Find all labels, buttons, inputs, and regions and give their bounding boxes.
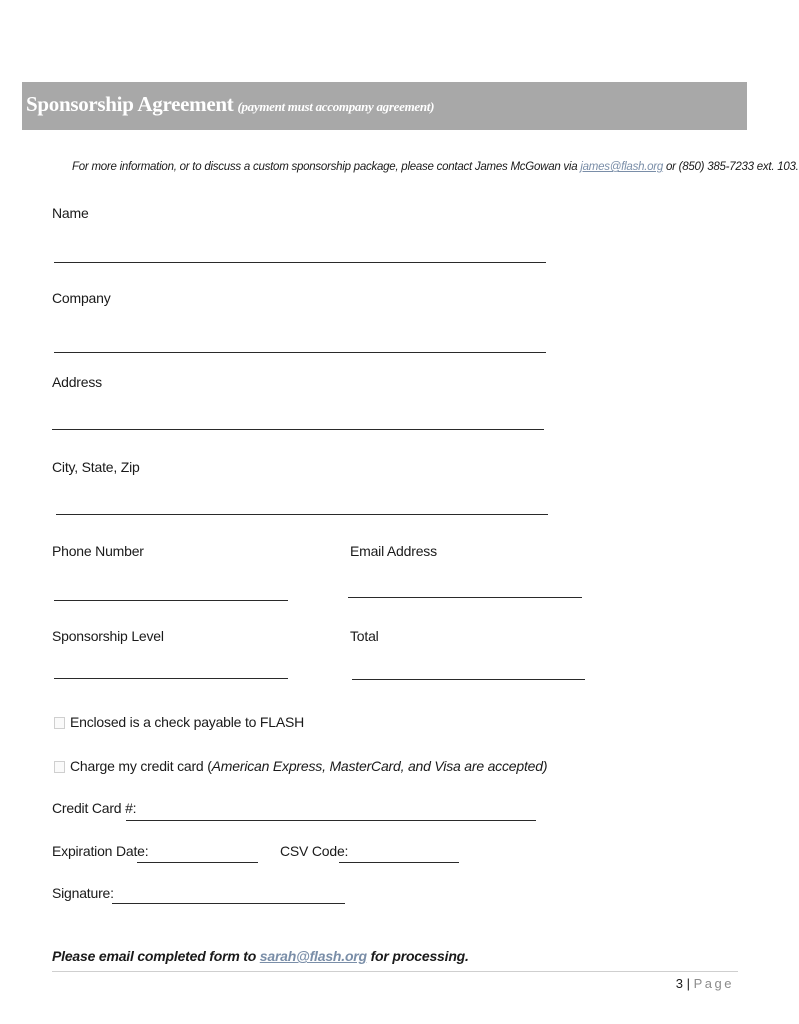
page-number-value: 3 (675, 976, 683, 991)
credit-card-number-label: Credit Card #: (52, 800, 137, 816)
page-title (26, 92, 434, 117)
title-subtitle: (payment must accompany agreement) (237, 99, 435, 114)
city-state-zip-label: City, State, Zip (52, 459, 140, 475)
company-label: Company (52, 290, 111, 306)
credit-card-checkbox[interactable] (54, 761, 65, 773)
total-field[interactable] (352, 679, 585, 680)
name-field[interactable] (54, 262, 546, 263)
sponsorship-level-label: Sponsorship Level (52, 628, 164, 644)
signature-label: Signature: (52, 885, 114, 901)
submission-email-link[interactable]: sarah@flash.org (259, 948, 367, 964)
expiration-date-field[interactable] (137, 862, 258, 863)
credit-card-option-label (70, 758, 547, 774)
credit-card-option-text: Charge my credit card ( (70, 758, 212, 774)
email-field[interactable] (348, 597, 582, 598)
city-state-zip-field[interactable] (56, 514, 548, 515)
signature-field[interactable] (112, 903, 345, 904)
accepted-cards-text: American Express, MasterCard, and Visa are accepted) (211, 758, 548, 774)
footer-divider (52, 971, 738, 972)
name-label: Name (52, 205, 89, 221)
check-payment-label: Enclosed is a check payable to FLASH (70, 714, 305, 730)
page-word: Page (693, 976, 734, 991)
page-separator: | (686, 976, 690, 991)
info-line (72, 161, 799, 173)
title-text: Sponsorship Agreement (26, 92, 234, 116)
page-number (676, 976, 734, 991)
contact-email-link[interactable]: james@flash.org (580, 161, 664, 173)
address-field[interactable] (52, 429, 544, 430)
phone-field[interactable] (54, 600, 288, 601)
total-label: Total (350, 628, 379, 644)
phone-label: Phone Number (52, 543, 144, 559)
credit-card-number-field[interactable] (126, 820, 536, 821)
check-payment-checkbox[interactable] (54, 717, 65, 729)
expiration-date-label: Expiration Date: (52, 843, 149, 859)
submission-note-after: for processing. (366, 948, 469, 964)
csv-code-label: CSV Code: (280, 843, 349, 859)
info-text-before: For more information, or to discuss a custom sponsorship package, please contact James McGowan via (72, 161, 581, 173)
address-label: Address (52, 374, 102, 390)
submission-note-before: Please email completed form to (52, 948, 260, 964)
email-label: Email Address (350, 543, 437, 559)
csv-code-field[interactable] (339, 862, 459, 863)
sponsorship-level-field[interactable] (54, 678, 288, 679)
submission-note (52, 948, 469, 964)
info-text-after: or (850) 385-7233 ext. 103. (663, 161, 799, 173)
company-field[interactable] (54, 352, 546, 353)
